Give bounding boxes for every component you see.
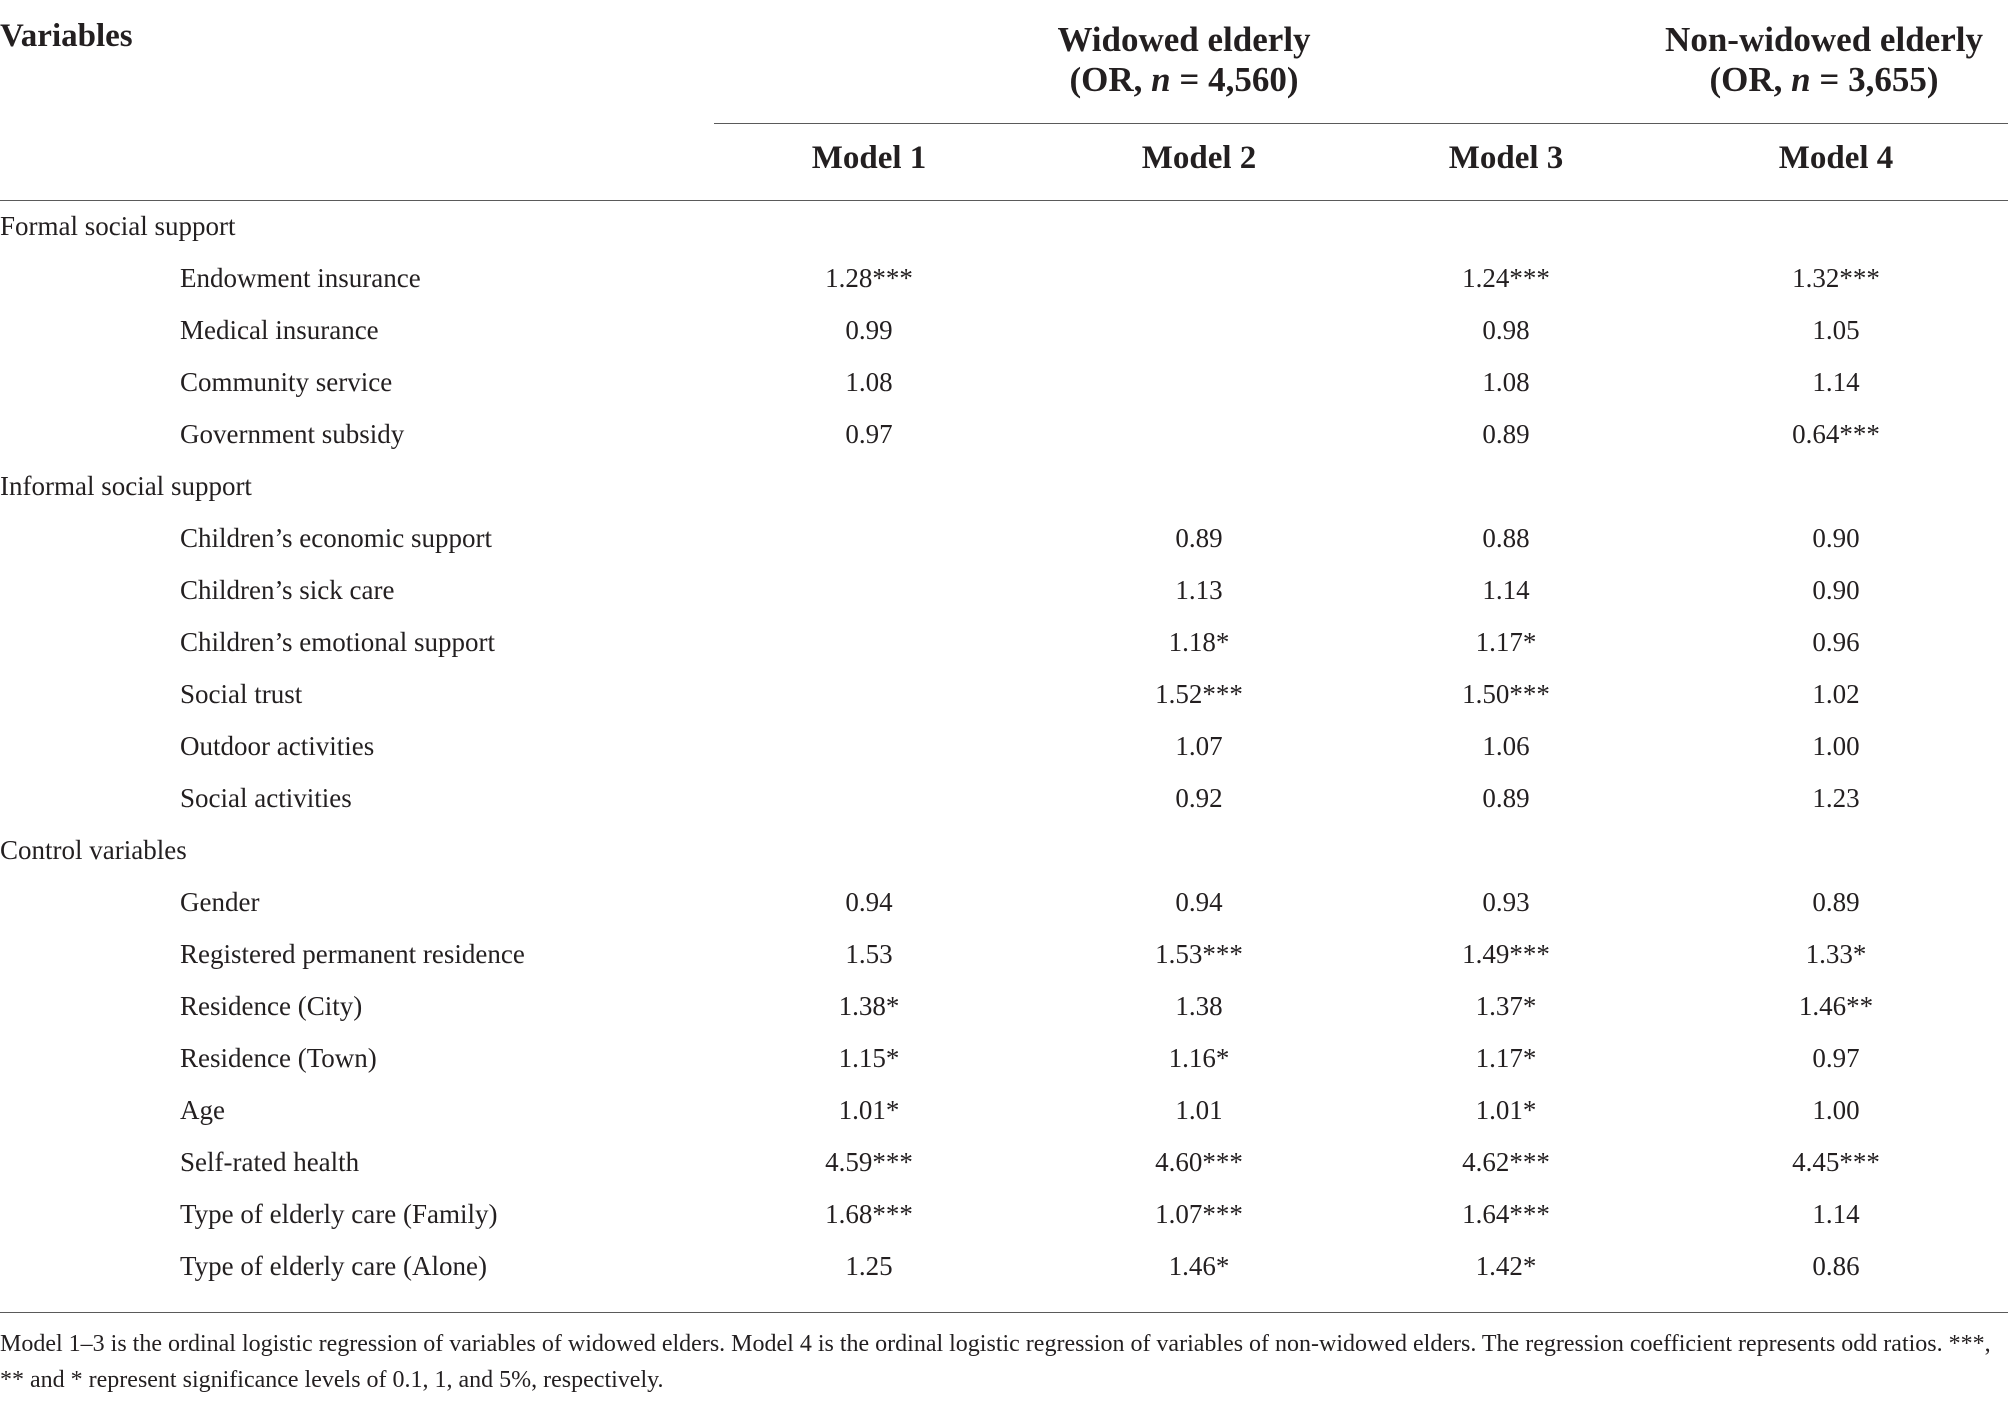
widowed-group-header [1000, 20, 1368, 100]
model-2-header: Model 2 [1141, 140, 1257, 176]
table-footnote: Model 1–3 is the ordinal logistic regression of variables of widowed elders. Model 4 is the ordinal logistic regression of variables of non-widowed elders. The regression coefficient represents odd ratios. ***, ** and * represent significance levels of 0.1, 1, and 5%, respectively. [0, 1331, 1991, 1393]
table-bottom-divider [0, 1312, 2008, 1313]
table-row: Gender 0.94 0.94 0.93 0.89 [180, 887, 1860, 917]
nonwidowed-group-subtitle: (OR, n = 3,655) [1709, 60, 1939, 99]
table-row: Residence (Town) 1.15* 1.16* 1.17* 0.97 [180, 1043, 1860, 1073]
table-row: Age 1.01* 1.01 1.01* 1.00 [180, 1095, 1860, 1125]
table-row: Self-rated health 4.59*** 4.60*** 4.62*** 4.45*** [180, 1147, 1880, 1177]
table-row: Medical insurance 0.99 0.98 1.05 [180, 315, 1860, 345]
table-row: Children’s economic support 0.89 0.88 0.90 [180, 523, 1860, 553]
table-row: Children’s emotional support 1.18* 1.17* 0.96 [180, 627, 1860, 657]
table-row: Residence (City) 1.38* 1.38 1.37* 1.46** [180, 991, 1874, 1021]
section-control-variables: Control variables [0, 835, 187, 865]
table-row: Children’s sick care 1.13 1.14 0.90 [180, 575, 1860, 605]
table-row: Endowment insurance 1.28*** 1.24*** 1.32*** [180, 263, 1880, 293]
table-row: Social activities 0.92 0.89 1.23 [180, 783, 1860, 813]
group-divider [714, 123, 2008, 124]
widowed-group-subtitle: (OR, n = 4,560) [1069, 60, 1299, 99]
model-3-header: Model 3 [1448, 140, 1564, 176]
table-row: Registered permanent residence 1.53 1.53*** 1.49*** 1.33* [180, 939, 1867, 969]
table-row: Type of elderly care (Alone) 1.25 1.46* 1.42* 0.86 [180, 1251, 1860, 1281]
section-informal-social-support: Informal social support [0, 471, 252, 501]
nonwidowed-group-title: Non-widowed elderly [1665, 20, 1983, 59]
model-4-header: Model 4 [1778, 140, 1894, 176]
nonwidowed-group-header [1640, 20, 2008, 100]
table-row: Social trust 1.52*** 1.50*** 1.02 [180, 679, 1860, 709]
table-row: Government subsidy 0.97 0.89 0.64*** [180, 419, 1880, 449]
variables-header: Variables [0, 18, 133, 54]
section-formal-social-support: Formal social support [0, 211, 236, 241]
table-row: Community service 1.08 1.08 1.14 [180, 367, 1860, 397]
table-row: Type of elderly care (Family) 1.68*** 1.07*** 1.64*** 1.14 [180, 1199, 1860, 1229]
widowed-group-title: Widowed elderly [1057, 20, 1311, 59]
table-row: Outdoor activities 1.07 1.06 1.00 [180, 731, 1860, 761]
model-1-header: Model 1 [811, 140, 927, 176]
